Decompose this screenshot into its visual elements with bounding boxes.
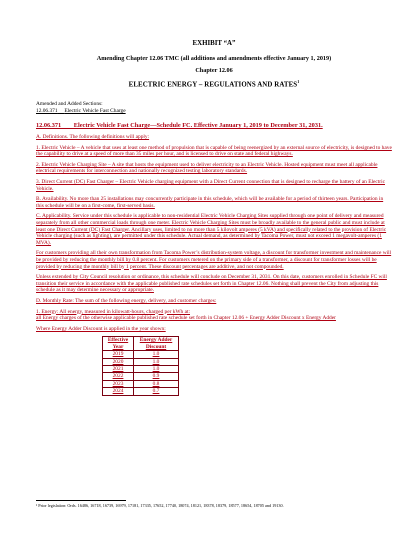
amended-section-name: Electric Vehicle Fast Charge xyxy=(64,107,126,114)
amended-entry xyxy=(36,108,392,115)
amending-line: Amending Chapter 12.06 TMC (all additions and amendments effective January 1, 2019) xyxy=(96,55,332,62)
table-cell-year: 2020 xyxy=(103,358,134,365)
section-title: 12.06.371 Electric Vehicle Fast Charge—Schedule FC. Effective January 1, 2019 to December 31, 2031. xyxy=(36,122,323,130)
amended-section-number: 12.06.371 xyxy=(36,107,58,114)
para-c: C. Applicability. Service under this schedule is applicable to non-residential Electric Vehicle Charging Sites supplied through one point of delivery and measured separately from all other commercial loads through one meter. Electric Vehicle Charging Sites must be broadly available to the general public and must include at least one Direct Current (DC) Fast Charger. Ancillary uses, limited to no more than 5 kilovolt amperes (5 kVA) and specifically related to the provision of Electric Vehicle charging (such as lighting), are permitted under this schedule. Actual demand, as determined by Tacoma Power, must not exceed 1 megavolt-amperes (1 MVA). xyxy=(36,213,387,246)
chapter-title xyxy=(36,79,392,88)
table-row xyxy=(103,388,179,395)
para-a1: 1. Electric Vehicle – A vehicle that uses at least one method of propulsion that is capable of being reenergized by an external source of electricity, is designed to have the capability to drive at a speed of more than 35 miles per hour, and is licensed to drive on state and federal highways. xyxy=(36,144,392,158)
chapter-title-text: ELECTRIC ENERGY – REGULATIONS AND RATES xyxy=(128,81,298,89)
para-d1-formula: all Energy charges of the otherwise applicable published rate schedule set forth in Chapter 12.06 + Energy Adder Discount x Energy Adder xyxy=(36,315,336,322)
para-d2: Where Energy Adder Discount is applied in the year shown: xyxy=(36,325,166,332)
table-cell-discount: 1.0 xyxy=(134,351,179,358)
table-cell-year: 2022 xyxy=(103,373,134,380)
para-d1 xyxy=(36,309,392,322)
para-a2: 2. Electric Vehicle Charging Site – A site that hosts the equipment used to deliver electricity to an Electric Vehicle. Hosted equipment must meet all applicable electrical requirements for interconnection and nationally recognized testing laboratory standards. xyxy=(36,161,378,175)
table-row xyxy=(103,365,179,372)
table-cell-discount: 0.8 xyxy=(134,380,179,387)
amended-label: Amended and Added Sections: xyxy=(36,101,103,108)
table-header-discount: Energy Adder Discount xyxy=(134,337,179,351)
para-d1-line: 1. Energy: All energy, measured in kilowatt-hours, charged per kWh at: xyxy=(36,308,190,315)
table-cell-discount: 1.0 xyxy=(134,358,179,365)
amended-sections xyxy=(36,101,392,114)
footnote-text: ¹ Prior legislation: Ords. 16486, 16718, 16739, 16979, 17181, 17335, 17652, 17740, 18074, 18121, 18378, 18379, 18577, 18654, 18705 and 19130. xyxy=(36,503,284,508)
table-row xyxy=(103,380,179,387)
table-row xyxy=(103,351,179,358)
table-cell-discount: 0.9 xyxy=(134,373,179,380)
table-cell-discount: 0.7 xyxy=(134,388,179,395)
chapter-heading: Chapter 12.06 xyxy=(195,67,233,74)
table-cell-year: 2023 xyxy=(103,380,134,387)
para-a3: 3. Direct Current (DC) Fast Charger – Electric Vehicle charging equipment with a Direct Current connection that is designed to recharge the battery of an Electric Vehicle. xyxy=(36,179,385,192)
table-row xyxy=(103,373,179,380)
table-cell-year: 2019 xyxy=(103,351,134,358)
para-a: A. Definitions. The following definitions will apply: xyxy=(36,134,150,141)
exhibit-heading: EXHIBIT “A” xyxy=(192,40,236,47)
para-b: B. Availability. No more than 25 installations may concurrently participate in this schedule, which will be available for a period of thirteen years. Participation in this schedule will be on a first-come, first-served basis. xyxy=(36,196,384,209)
para-c3: Unless extended by City Council resolution or ordinance, this schedule will conclude on December 31, 2031. On this date, customers enrolled in Schedule FC will transition their service in accordance with the applicable published rate schedules set forth in Chapter 12.06. Nothing shall prevent the City from adjusting this schedule as it may determine necessary or appropriate. xyxy=(36,274,387,294)
para-c2: For customers providing all their own transformation from Tacoma Power’s distribution-system voltage, a discount for transformer investment and maintenance will be provided by reducing the monthly bill by 0.8 percent. For customers metered on the primary side of a transformer, a discount for transformer losses will be provided by reducing the monthly bill by 1 percent. These discount percentages are additive, and not compounded. xyxy=(36,250,392,270)
table-row xyxy=(103,358,179,365)
table-cell-year: 2021 xyxy=(103,365,134,372)
table-cell-discount: 1.0 xyxy=(134,365,179,372)
footnote xyxy=(36,500,284,508)
table-cell-year: 2024 xyxy=(103,388,134,395)
footnote-marker: 1 xyxy=(297,79,300,84)
table-header-row xyxy=(103,337,179,351)
energy-adder-table xyxy=(102,336,179,395)
table-header-year: Effective Year xyxy=(103,337,134,351)
para-d: D. Monthly Rate: The sum of the following energy, delivery, and customer charges: xyxy=(36,297,217,304)
